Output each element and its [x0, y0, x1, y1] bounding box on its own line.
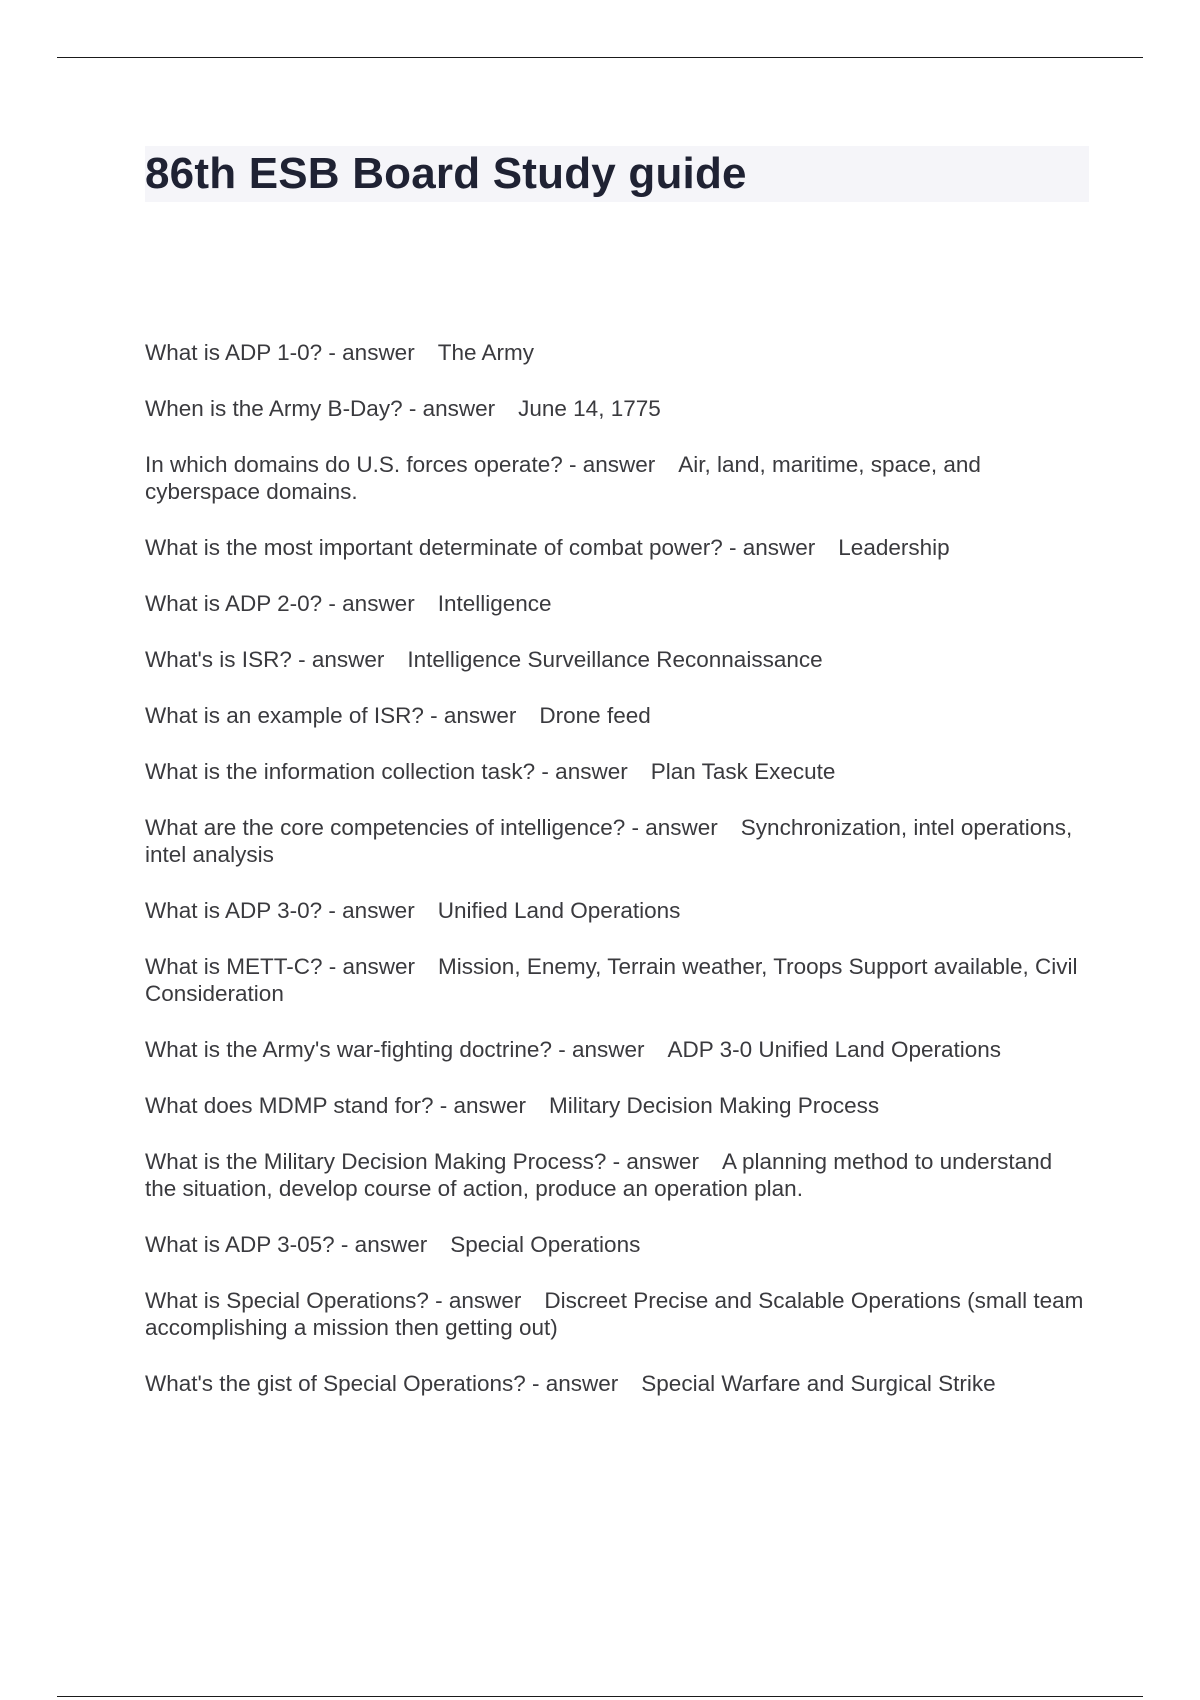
answer-text: Air, land, maritime, space, and cyberspace domains.: [145, 452, 981, 504]
answer-text: Military Decision Making Process: [548, 1093, 880, 1118]
question-text: What's is ISR? - answer: [145, 647, 385, 672]
answer-text: ADP 3-0 Unified Land Operations: [667, 1037, 1002, 1062]
question-text: What is ADP 2-0? - answer: [145, 591, 415, 616]
answer-text: The Army: [437, 340, 534, 365]
question-text: What is the Army's war-fighting doctrine? - answer: [145, 1037, 645, 1062]
answer-text: Special Warfare and Surgical Strike: [641, 1371, 996, 1396]
answer-text: Drone feed: [539, 703, 651, 728]
qa-item: [145, 1287, 1085, 1341]
qa-item: [145, 1370, 1085, 1397]
question-text: What is an example of ISR? - answer: [145, 703, 517, 728]
answer-text: June 14, 1775: [518, 396, 661, 421]
qa-item: [145, 953, 1085, 1007]
question-text: When is the Army B-Day? - answer: [145, 396, 496, 421]
question-text: What is the information collection task? - answer: [145, 759, 628, 784]
top-divider: [57, 57, 1143, 58]
qa-item: [145, 814, 1085, 868]
qa-item: [145, 702, 1085, 729]
qa-item: [145, 897, 1085, 924]
answer-text: Intelligence: [437, 591, 552, 616]
qa-item: [145, 646, 1085, 673]
question-text: What are the core competencies of intelligence? - answer: [145, 815, 718, 840]
answer-text: Intelligence Surveillance Reconnaissance: [407, 647, 823, 672]
question-text: What is ADP 3-0? - answer: [145, 898, 415, 923]
answer-text: A planning method to understand the situation, develop course of action, produce an operation plan.: [145, 1149, 1053, 1201]
question-text: What does MDMP stand for? - answer: [145, 1093, 526, 1118]
answer-text: Special Operations: [450, 1232, 641, 1257]
answer-text: Discreet Precise and Scalable Operations (small team accomplishing a mission then getting out): [145, 1288, 1084, 1340]
qa-item: [145, 534, 1085, 561]
qa-item: [145, 395, 1085, 422]
qa-item: [145, 1036, 1085, 1063]
question-text: What is the Military Decision Making Process? - answer: [145, 1149, 699, 1174]
question-text: What is Special Operations? - answer: [145, 1288, 522, 1313]
answer-text: Leadership: [838, 535, 950, 560]
answer-text: Unified Land Operations: [437, 898, 681, 923]
question-text: What is the most important determinate of combat power? - answer: [145, 535, 816, 560]
qa-item: [145, 339, 1085, 366]
qa-item: [145, 1231, 1085, 1258]
question-text: What's the gist of Special Operations? - answer: [145, 1371, 619, 1396]
question-text: In which domains do U.S. forces operate? - answer: [145, 452, 656, 477]
qa-item: [145, 758, 1085, 785]
question-text: What is ADP 1-0? - answer: [145, 340, 415, 365]
qa-item: [145, 1148, 1085, 1202]
qa-item: [145, 1092, 1085, 1119]
question-text: What is ADP 3-05? - answer: [145, 1232, 428, 1257]
qa-list: [145, 339, 1085, 1426]
question-text: What is METT-C? - answer: [145, 954, 416, 979]
answer-text: Mission, Enemy, Terrain weather, Troops Support available, Civil Consideration: [145, 954, 1078, 1006]
answer-text: Plan Task Execute: [650, 759, 836, 784]
document-title: 86th ESB Board Study guide: [145, 149, 747, 198]
answer-text: Synchronization, intel operations, intel analysis: [145, 815, 1073, 867]
qa-item: [145, 451, 1085, 505]
bottom-divider: [57, 1696, 1143, 1697]
qa-item: [145, 590, 1085, 617]
